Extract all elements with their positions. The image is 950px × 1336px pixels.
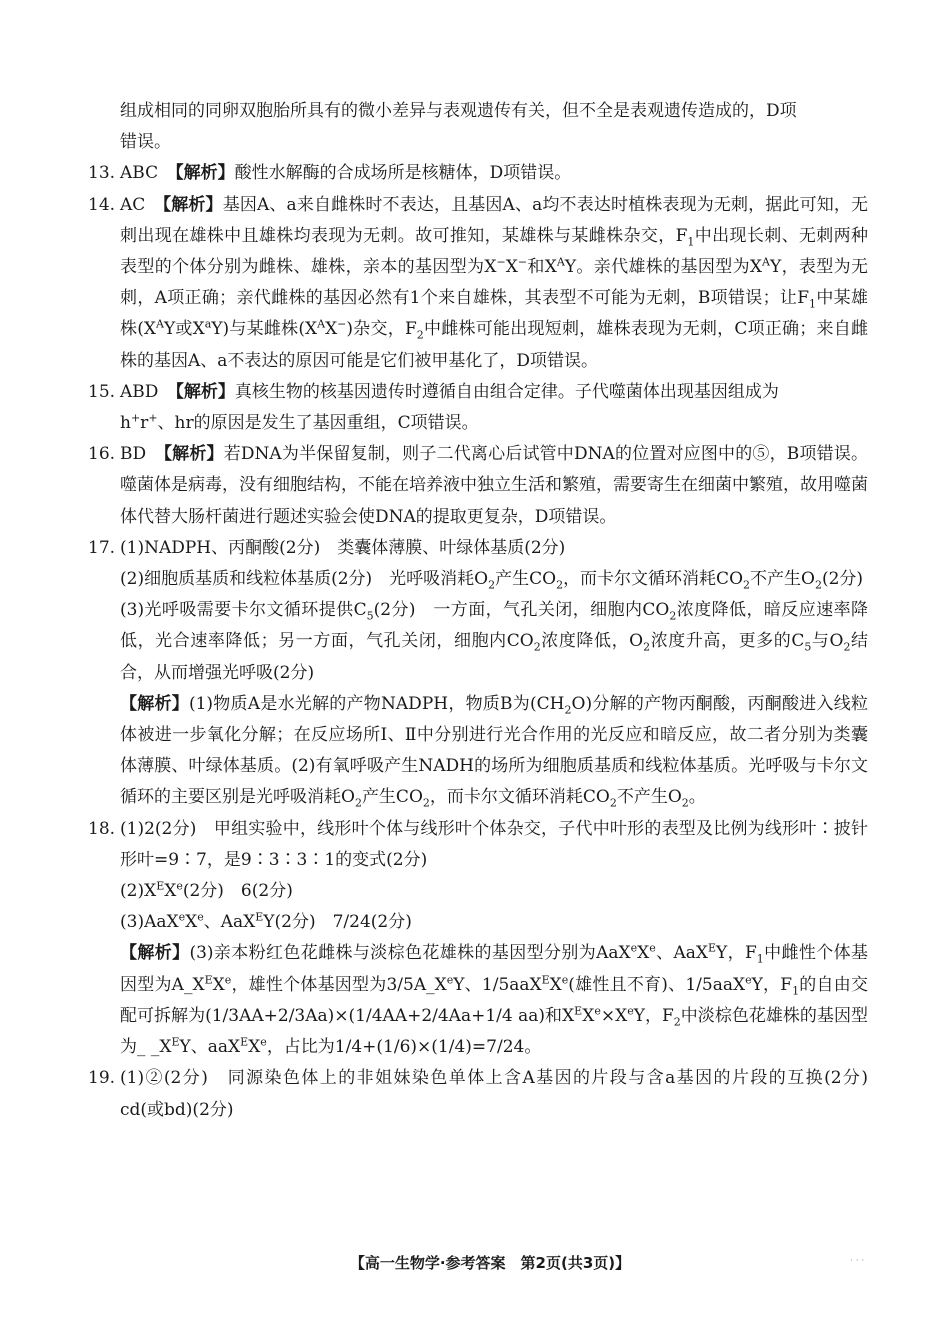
answer-body (88, 96, 885, 1126)
answer-16: 16. BD 【解析】若DNA为半保留复制，则子二代离心后试管中DNA的位置对应图中的⑤，B项错误。噬菌体是病毒，没有细胞结构，不能在培养液中独立生活和繁殖，需要寄生在细菌中繁殖，故用噬菌体代替大肠杆菌进行题述实验会使DNA的提取更复杂，D项错误。 (88, 444, 869, 527)
answer-17-analysis: 【解析】(1)物质A是水光解的产物NADPH，物质B为$(CH_2O)$分解的产物丙酮酸，丙酮酸进入线粒体被进一步氧化分解；在反应场所Ⅰ、Ⅱ中分别进行光合作用的光反应和暗反应，故二者分别为类囊体薄膜、叶绿体基质。(2)有氧呼吸产生NADH的场所为细胞质基质和线粒体基质。光呼吸与卡尔文循环的主要区别是光呼吸消耗$O_2$产生$CO_2$，而卡尔文循环消耗$CO_2$不产生$O_2$。 (120, 693, 868, 810)
answer-19: 19. (1)②(2分) 同源染色体上的非姐妹染色单体上含A基因的片段与含a基因的片段的互换(2分) cd(或bd)(2分) (88, 1063, 868, 1125)
answer-17: 17. (1)NADPH、丙酮酸(2分) 类囊体薄膜、叶绿体基质(2分) (2)细胞质基质和线粒体基质(2分) 光呼吸消耗$O_2$产生$CO_2$，而卡尔文循环消耗$CO_2$不产生$O_2(2$分) (3)光呼吸需要卡尔文循环提供$C_5(2$分) 一方面，气孔关闭，细胞内$CO_2$浓度降低，暗反应速率降低，光合速率降低；另一方面，气孔关闭，细胞内$CO_2$浓度降低，$O_2$浓度升高，更多的$C_5$与$O_2$结合，从而增强光呼吸(2分) 【解析】(1)物质A是水光解的产物NADPH，物质B为$(CH_2O)$分解的产物丙酮酸，丙酮酸进入线粒体被进一步氧化分解；在反应场所Ⅰ、Ⅱ中分别进行光合作用的光反应和暗反应，故二者分别为类囊体薄膜、叶绿体基质。(2)有氧呼吸产生NADH的场所为细胞质基质和线粒体基质。光呼吸与卡尔文循环的主要区别是光呼吸消耗$O_2$产生$CO_2$，而卡尔文循环消耗$CO_2$不产生$O_2$。 (88, 533, 868, 814)
answer-13: 13. ABC 【解析】酸性水解酶的合成场所是核糖体，D项错误。 (88, 163, 572, 184)
page-footer: 【高一生物学·参考答案 第2页(共3页)】 (349, 1254, 631, 1272)
corner-mark: · · · (850, 1256, 865, 1266)
answer-17-part-2: (2)细胞质基质和线粒体基质(2分) 光呼吸消耗$O_2$产生$CO_2$，而卡尔文循环消耗$CO_2$不产生$O_2(2$分) (120, 569, 864, 592)
answer-19-part-1: (1)②(2分) 同源染色体上的非姐妹染色单体上含A基因的片段与含a基因的片段的互换(2分) cd(或bd)(2分) (120, 1068, 885, 1120)
answer-14: 14. AC 【解析】基因A、a来自雌株时不表达，且基因A、a均不表达时植株表现为无刺，据此可知，无刺出现在雄株中且雄株均表现为无刺。故可推知，某雄株与某雌株杂交，$F_1$中出现长刺、无刺两种表型的个体分别为雌株、雄株，亲本的基因型为X−X−和$X^AY$。亲代雄株的基因型为$X^AY$，表型为无刺，A项正确；亲代雌株的基因必然有1个来自雄株，其表型不可能为无刺，B项错误；让$F_1$中某雄株($X^AY$或$X^aY$)与某雌株$(X^AX^-)$杂交，$F_2$中雌株可能出现短刺，雄株表现为无刺，C项正确；来自雌株的基因A、a不表达的原因可能是它们被甲基化了，D项错误。 (88, 194, 869, 371)
answer-18-analysis: 【解析】(3)亲本粉红色花雌株与淡棕色花雄株的基因型分别为AaX$^e$Xe、AaX$^E$Y，$F_1$中雌性个体基因型为$A\_X^EXe$，雄性个体基因型为3/5A_XeY、1/5aaX$^E$Xe(雄性且不育)、1/5aaX$^e$Y，$F_1$的自由交配可拆解为(1/3AA+2/3Aa)×(1/4AA+2/4Aa+1/4 aa)和$X^EX^e\times X^eY$，$F_2$中淡棕色花雄株的基因型为_ $\_X^EY$、aaX$^E$Xe，占比为1/4+(1/6)×(1/4)=7/24。 (120, 941, 869, 1058)
answer-18-part-1: (1)2(2分) 甲组实验中，线形叶个体与线形叶个体杂交，子代中叶形的表型及比例为线形叶∶披针形叶=9∶7，是9∶3∶3∶1的变式(2分) (120, 818, 869, 870)
answer-18-part-2: $(2)X^EXe(2$分) 6(2分) (120, 879, 293, 902)
answer-18-part-3: (3)AaX$^e$Xe、AaX$^E$Y(2分) 7/24(2分) (120, 910, 412, 933)
answer-17-part-1: (1)NADPH、丙酮酸(2分) 类囊体薄膜、叶绿体基质(2分) (120, 537, 566, 558)
answer-17-part-3: (3)光呼吸需要卡尔文循环提供$C_5(2$分) 一方面，气孔关闭，细胞内$CO_2$浓度降低，暗反应速率降低，光合速率降低；另一方面，气孔关闭，细胞内$CO_2$浓度降低，$O_2$浓度升高，更多的$C_5$与$O_2$结合，从而增强光呼吸(2分) (120, 600, 869, 683)
q12-continued: 组成相同的同卵双胞胎所具有的微小差异与表观遗传有关，但不全是表观遗传造成的，D项 错误。 (120, 101, 797, 153)
answer-18: 18. (1)2(2分) 甲组实验中，线形叶个体与线形叶个体杂交，子代中叶形的表型及比例为线形叶∶披针形叶=9∶7，是9∶3∶3∶1的变式(2分) $(2)X^EXe(2$分) 6(2分) (3)AaX$^e$Xe、AaX$^E$Y(2分) 7/24(2分) 【解析】(3)亲本粉红色花雌株与淡棕色花雄株的基因型分别为AaX$^e$Xe、AaX$^E$Y，$F_1$中雌性个体基因型为$A\_X^EXe$，雄性个体基因型为3/5A_XeY、1/5aaX$^E$Xe(雄性且不育)、1/5aaX$^e$Y，$F_1$的自由交配可拆解为(1/3AA+2/3Aa)×(1/4AA+2/4Aa+1/4 aa)和$X^EX^e\times X^eY$，$F_2$中淡棕色花雄株的基因型为_ $\_X^EY$、aaX$^E$Xe，占比为1/4+(1/6)×(1/4)=7/24。 (88, 814, 868, 1064)
answer-15: 15. ABD 【解析】真核生物的核基因遗传时遵循自由组合定律。子代噬菌体出现基因组成为 h+r+、hr的原因是发生了基因重组，C项错误。 (88, 381, 779, 434)
